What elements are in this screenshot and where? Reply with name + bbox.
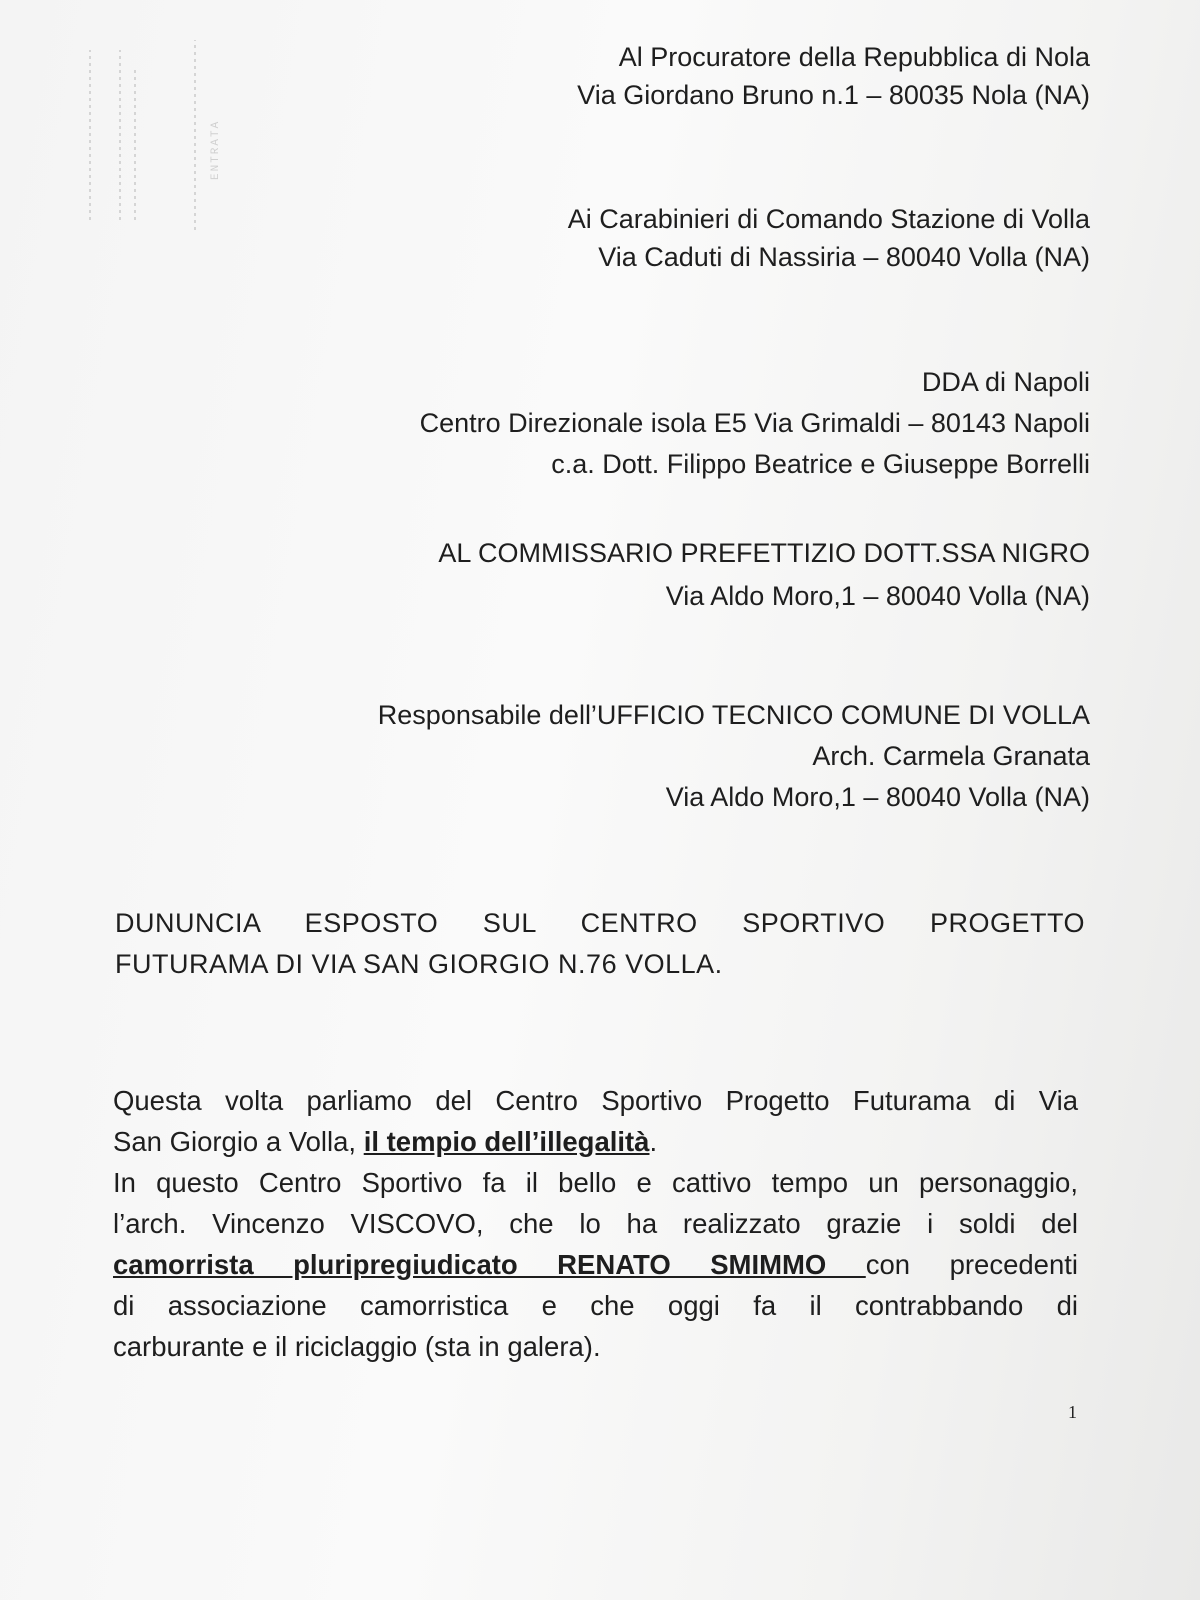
addressee-line: DDA di Napoli	[921, 367, 1090, 397]
addressee-commissario	[438, 532, 1090, 618]
body-line: carburante e il riciclaggio (sta in galera).	[113, 1331, 601, 1362]
addressee-line: Arch. Carmela Granata	[812, 741, 1090, 771]
body-line: In questo Centro Sportivo fa il bello e cattivo tempo un personaggio,	[113, 1167, 1078, 1198]
body-text-fragment: con precedenti	[865, 1249, 1078, 1280]
subject-heading	[115, 903, 1085, 985]
body-paragraphs	[113, 1080, 1078, 1367]
body-text-fragment: .	[649, 1126, 658, 1157]
addressee-dda	[420, 362, 1090, 485]
addressee-line: Al Procuratore della Repubblica di Nola	[618, 42, 1090, 72]
body-line: di associazione camorristica e che oggi fa il contrabbando di	[113, 1290, 1078, 1321]
subject-line: DUNUNCIA ESPOSTO SUL CENTRO SPORTIVO PROGETTO	[115, 908, 1085, 938]
addressee-carabinieri	[568, 200, 1090, 276]
addressee-line: Via Aldo Moro,1 – 80040 Volla (NA)	[665, 782, 1090, 812]
addressee-procuratore	[577, 38, 1090, 114]
faded-stamp	[60, 30, 250, 240]
addressee-ufficio-tecnico	[378, 695, 1090, 818]
stamp-label: ENTRATA	[210, 119, 222, 180]
addressee-line: Ai Carabinieri di Comando Stazione di Volla	[567, 204, 1090, 234]
addressee-line: Via Caduti di Nassiria – 80040 Volla (NA)	[598, 242, 1090, 272]
body-line	[113, 1121, 1078, 1162]
addressee-line: Centro Direzionale isola E5 Via Grimaldi – 80143 Napoli	[419, 408, 1090, 438]
body-line: l’arch. Vincenzo VISCOVO, che lo ha realizzato grazie i soldi del	[113, 1208, 1078, 1239]
body-line	[113, 1244, 1078, 1285]
addressee-line: c.a. Dott. Filippo Beatrice e Giuseppe Borrelli	[551, 449, 1090, 479]
subject-line: FUTURAMA DI VIA SAN GIORGIO N.76 VOLLA.	[115, 949, 723, 979]
emphasis-tempio: il tempio dell’illegalità	[363, 1126, 650, 1157]
body-line: Questa volta parliamo del Centro Sportivo Progetto Futurama di Via	[113, 1085, 1078, 1116]
addressee-line: Via Aldo Moro,1 – 80040 Volla (NA)	[665, 581, 1090, 611]
addressee-line: Responsabile dell’UFFICIO TECNICO COMUNE DI VOLLA	[377, 700, 1090, 730]
page-number: 1	[1068, 1402, 1077, 1422]
body-text-fragment: San Giorgio a Volla,	[113, 1126, 364, 1157]
addressee-line: Via Giordano Bruno n.1 – 80035 Nola (NA)	[577, 80, 1090, 110]
emphasis-camorrista: camorrista pluripregiudicato RENATO SMIMMO	[113, 1249, 866, 1280]
addressee-line: AL COMMISSARIO PREFETTIZIO DOTT.SSA NIGRO	[438, 538, 1090, 568]
